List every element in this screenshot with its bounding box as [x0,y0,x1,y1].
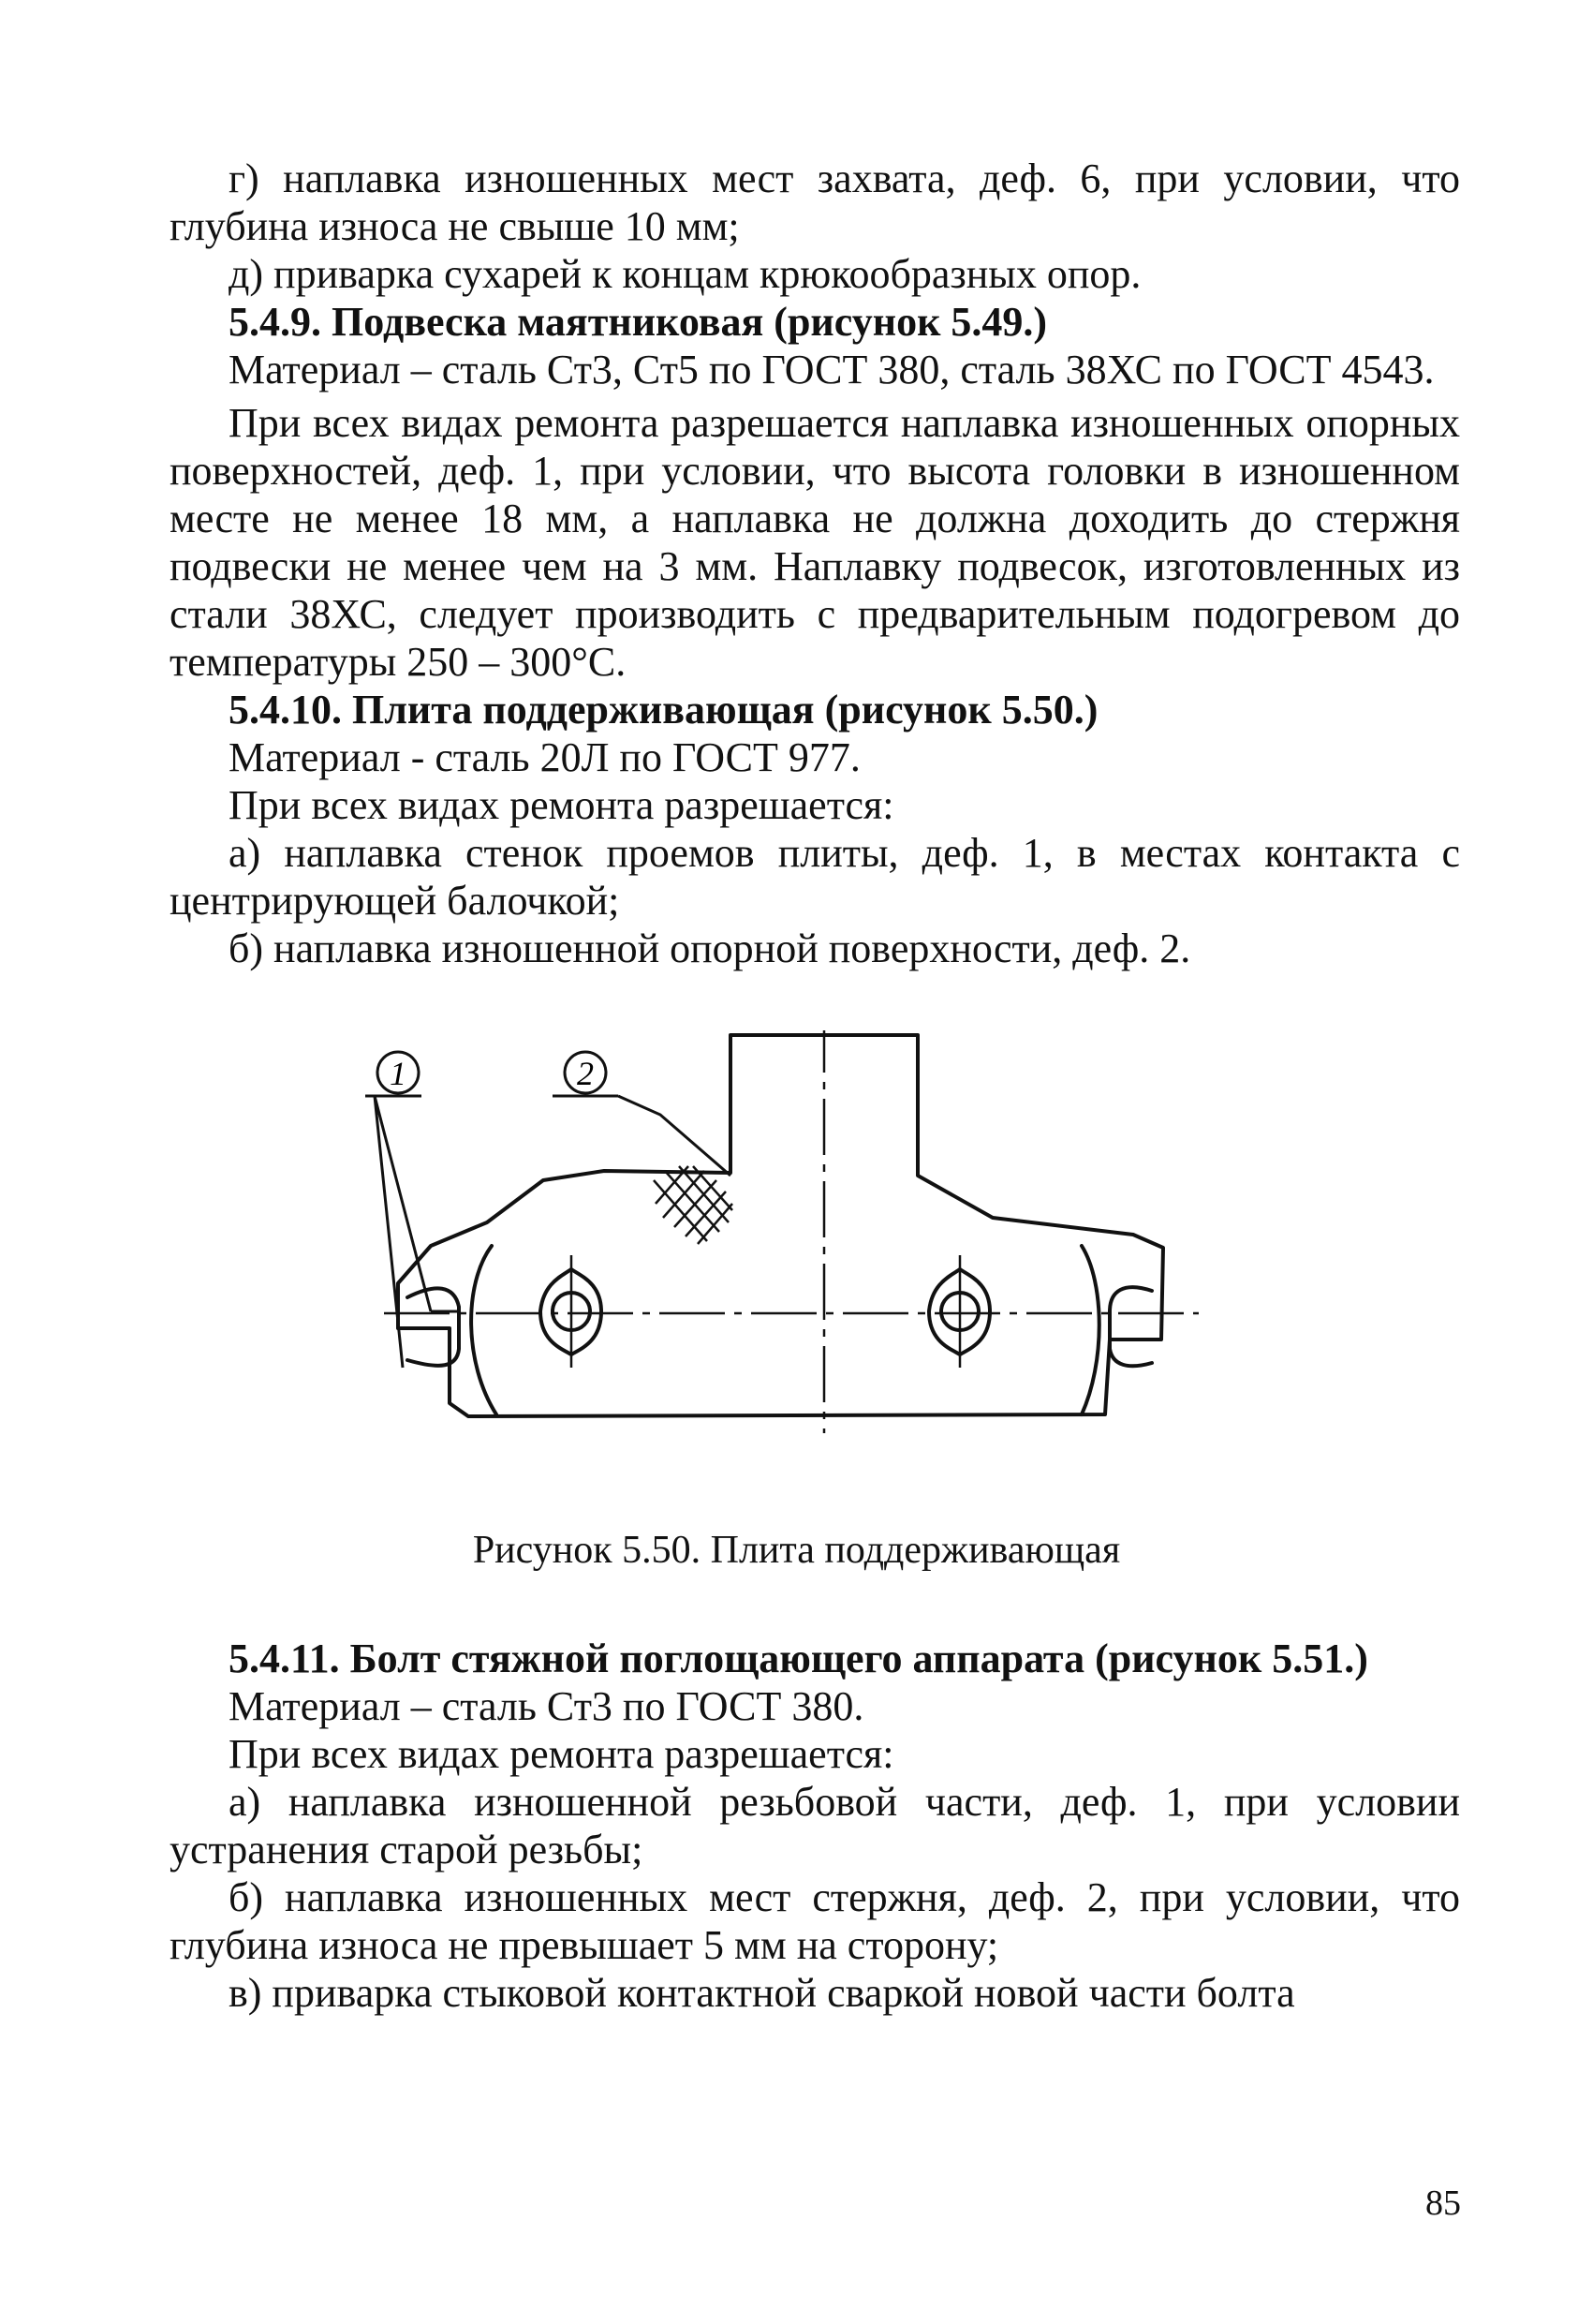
callout-1-label: 1 [390,1055,406,1092]
leader-2 [618,1096,730,1176]
list-item-a-1: а) наплавка стенок проемов плиты, деф. 1, в местах контакта с центрирующей балочкой; [170,830,1460,924]
callout-2-label: 2 [577,1055,594,1092]
repair-intro-1: При всех видах ремонта разрешается: [229,782,894,828]
right-pocket [1110,1287,1152,1366]
section-heading-5-4-11: 5.4.11. Болт стяжной поглощающего аппарата (рисунок 5.51.) [229,1636,1368,1681]
right-arc [1082,1246,1099,1414]
bottom-text-block [170,1635,1460,2017]
page-number: 85 [1425,2183,1461,2223]
support-plate-drawing [356,1030,1274,1499]
left-arc [471,1246,496,1414]
paragraph-g: г) наплавка изношенных мест захвата, деф. 6, при условии, что глубина износа не свыше 10 мм; [170,155,1460,249]
repair-intro-2: При всех видах ремонта разрешается: [229,1731,894,1777]
top-text-block [170,155,1460,972]
paragraph-d: д) приварка сухарей к концам крюкообразных опор. [229,251,1142,297]
section-heading-5-4-9: 5.4.9. Подвеска маятниковая (рисунок 5.49.) [229,299,1048,345]
material-paragraph-3: Материал – сталь Ст3 по ГОСТ 380. [229,1683,864,1729]
leader-1b [375,1096,403,1368]
list-item-a-2: а) наплавка изношенной резьбовой части, деф. 1, при условии устранения старой резьбы; [170,1779,1460,1873]
list-item-v: в) приварка стыковой контактной сваркой новой части болта [229,1970,1295,2016]
list-item-b-1: б) наплавка изношенной опорной поверхности, деф. 2. [229,925,1191,971]
material-paragraph-2: Материал - сталь 20Л по ГОСТ 977. [229,734,861,780]
plate-outline [398,1035,1163,1416]
material-paragraph-1: Материал – сталь Ст3, Ст5 по ГОСТ 380, сталь 38ХС по ГОСТ 4543. [229,347,1435,392]
list-item-b-2: б) наплавка изношенных мест стержня, деф. 2, при условии, что глубина износа не превышает 5 мм на сторону; [170,1874,1460,1968]
hatched-wear-area [654,1166,732,1244]
repair-paragraph-1: При всех видах ремонта разрешается наплавка изношенных опорных поверхностей, деф. 1, при условии, что высота головки в изношенном месте не менее 18 мм, а наплавка не должна доходить до стержня подвески не менее чем на 3 мм. Наплавку подвесок, изготовленных из стали 38ХС, следует производить с предварительным подогревом до температуры 250 – 300°С. [170,400,1460,685]
figure-caption: Рисунок 5.50. Плита поддерживающая [472,1529,1121,1572]
section-heading-5-4-10: 5.4.10. Плита поддерживающая (рисунок 5.50.) [229,687,1099,733]
